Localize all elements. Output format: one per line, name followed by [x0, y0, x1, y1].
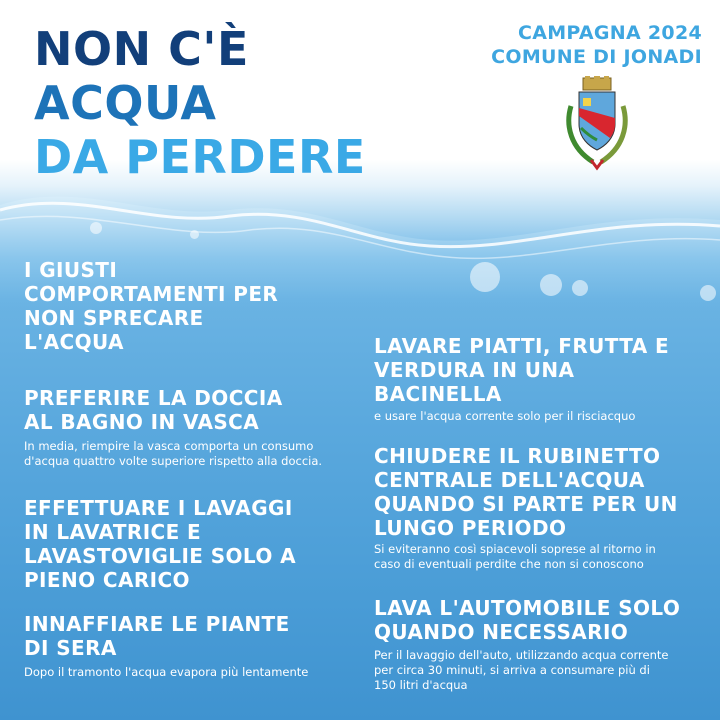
bubble: [90, 222, 102, 234]
heading-line: QUANDO NECESSARIO: [374, 620, 629, 644]
intro-line: I GIUSTI: [24, 258, 118, 282]
body-line: Dopo il tramonto l'acqua evapora più lentamente: [24, 665, 309, 679]
tip-auto-heading: [374, 596, 704, 644]
bubble: [190, 230, 199, 239]
intro-line: L'ACQUA: [24, 330, 124, 354]
title-line-1: NON C'È: [34, 22, 249, 76]
tip-piante-body: [24, 665, 344, 680]
heading-line: PIENO CARICO: [24, 568, 190, 592]
body-line: e usare l'acqua corrente solo per il risciacquo: [374, 409, 636, 423]
intro-line: NON SPRECARE: [24, 306, 204, 330]
tip-lavaggi-heading: [24, 496, 344, 592]
heading-line: LAVA L'AUTOMOBILE SOLO: [374, 596, 681, 620]
body-line: Si eviteranno così spiacevoli soprese al ritorno in: [374, 542, 656, 556]
heading-line: INNAFFIARE LE PIANTE: [24, 612, 290, 636]
tip-doccia-heading: [24, 386, 324, 434]
body-line: 150 litri d'acqua: [374, 678, 468, 692]
tip-auto-body: [374, 648, 674, 693]
heading-line: VERDURA IN UNA: [374, 358, 575, 382]
bubble: [572, 280, 588, 296]
tip-doccia-body: [24, 439, 344, 469]
bubble: [540, 274, 562, 296]
campaign-year: CAMPAGNA 2024: [517, 22, 702, 44]
body-line: caso di eventuali perdite che non si conoscono: [374, 557, 644, 571]
heading-line: LAVASTOVIGLIE SOLO A: [24, 544, 297, 568]
heading-line: CENTRALE DELL'ACQUA: [374, 468, 645, 492]
body-line: Per il lavaggio dell'auto, utilizzando acqua corrente: [374, 648, 669, 662]
bubble: [470, 262, 500, 292]
heading-line: DI SERA: [24, 636, 117, 660]
heading-line: EFFETTUARE I LAVAGGI: [24, 496, 293, 520]
body-line: d'acqua quattro volte superiore rispetto alla doccia.: [24, 454, 323, 468]
intro-heading: [24, 258, 324, 354]
title-line-3: DA PERDERE: [34, 130, 366, 184]
bubble: [700, 285, 716, 301]
heading-line: BACINELLA: [374, 382, 502, 406]
tip-rubinetto-heading: [374, 444, 714, 540]
tip-rubinetto-body: [374, 542, 704, 572]
intro-line: COMPORTAMENTI PER: [24, 282, 279, 306]
campaign-municipality: COMUNE DI JONADI: [491, 46, 702, 68]
heading-line: LAVARE PIATTI, FRUTTA E: [374, 334, 670, 358]
tip-piatti-body: [374, 409, 704, 424]
heading-line: IN LAVATRICE E: [24, 520, 202, 544]
heading-line: AL BAGNO IN VASCA: [24, 410, 260, 434]
body-line: In media, riempire la vasca comporta un consumo: [24, 439, 314, 453]
title-line-2: ACQUA: [34, 76, 217, 130]
body-line: per circa 30 minuti, si arriva a consumare più di: [374, 663, 650, 677]
heading-line: CHIUDERE IL RUBINETTO: [374, 444, 661, 468]
tip-piatti-heading: [374, 334, 704, 406]
tip-piante-heading: [24, 612, 344, 660]
heading-line: LUNGO PERIODO: [374, 516, 567, 540]
heading-line: QUANDO SI PARTE PER UN: [374, 492, 678, 516]
coat-of-arms-icon: [557, 76, 637, 172]
heading-line: PREFERIRE LA DOCCIA: [24, 386, 283, 410]
